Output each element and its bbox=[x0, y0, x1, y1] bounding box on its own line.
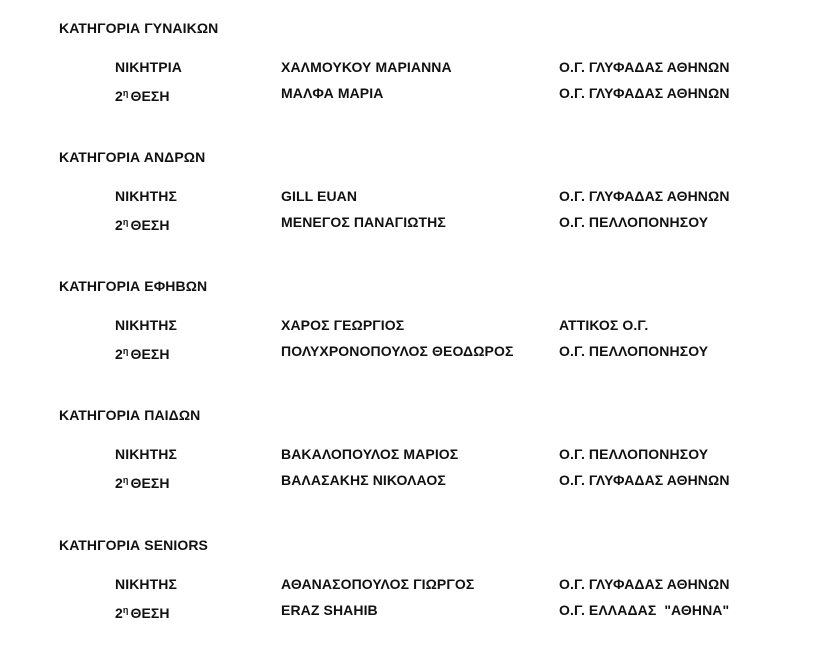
athlete-name: GILL EUAN bbox=[281, 188, 358, 204]
club-name: ΑΤΤΙΚΟΣ Ο.Γ. bbox=[559, 317, 649, 333]
position-label: ΝΙΚΗΤΗΣ bbox=[115, 188, 177, 204]
club-name: Ο.Γ. ΠΕΛΛΟΠΟΝΗΣΟΥ bbox=[559, 343, 709, 359]
athlete-name: ΧΑΛΜΟΥΚΟΥ ΜΑΡΙΑΝΝΑ bbox=[281, 59, 452, 75]
club-name: Ο.Γ. ΠΕΛΛΟΠΟΝΗΣΟΥ bbox=[559, 446, 709, 462]
athlete-name: ΜΕΝΕΓΟΣ ΠΑΝΑΓΙΩΤΗΣ bbox=[281, 214, 446, 230]
club-name: Ο.Γ. ΓΛΥΦΑΔΑΣ ΑΘΗΝΩΝ bbox=[559, 472, 730, 488]
ordinal-suffix: η bbox=[122, 88, 129, 98]
position-label bbox=[115, 84, 170, 105]
category-title: ΚΑΤΗΓΟΡΙΑ ΠΑΙΔΩΝ bbox=[59, 407, 201, 423]
position-text: ΘΕΣΗ bbox=[130, 475, 170, 491]
position-number: 2 bbox=[115, 88, 123, 104]
position-label bbox=[115, 601, 170, 622]
category-title: ΚΑΤΗΓΟΡΙΑ ΑΝΔΡΩΝ bbox=[59, 149, 206, 165]
winner-row bbox=[0, 187, 838, 205]
ordinal-suffix: η bbox=[122, 605, 129, 615]
ordinal-suffix: η bbox=[122, 217, 129, 227]
position-label: ΝΙΚΗΤΗΣ bbox=[115, 446, 177, 462]
second-place-row bbox=[0, 601, 838, 619]
position-text: ΘΕΣΗ bbox=[130, 217, 170, 233]
position-text: ΘΕΣΗ bbox=[130, 88, 170, 104]
club-name: Ο.Γ. ΓΛΥΦΑΔΑΣ ΑΘΗΝΩΝ bbox=[559, 188, 730, 204]
position-label: ΝΙΚΗΤΗΣ bbox=[115, 317, 177, 333]
ordinal-suffix: η bbox=[122, 346, 129, 356]
second-place-row bbox=[0, 213, 838, 231]
athlete-name: ΧΑΡΟΣ ΓΕΩΡΓΙΟΣ bbox=[281, 317, 405, 333]
athlete-name: ΠΟΛΥΧΡΟΝΟΠΟΥΛΟΣ ΘΕΟΔΩΡΟΣ bbox=[281, 343, 514, 359]
second-place-row bbox=[0, 471, 838, 489]
club-name: Ο.Γ. ΓΛΥΦΑΔΑΣ ΑΘΗΝΩΝ bbox=[559, 576, 730, 592]
position-number: 2 bbox=[115, 217, 123, 233]
ordinal-suffix: η bbox=[122, 475, 129, 485]
second-place-row bbox=[0, 342, 838, 360]
position-label: ΝΙΚΗΤΡΙΑ bbox=[115, 59, 182, 75]
club-name: Ο.Γ. ΠΕΛΛΟΠΟΝΗΣΟΥ bbox=[559, 214, 709, 230]
winner-row bbox=[0, 58, 838, 76]
position-label bbox=[115, 213, 170, 234]
category-title: ΚΑΤΗΓΟΡΙΑ ΓΥΝΑΙΚΩΝ bbox=[59, 20, 219, 36]
club-name: Ο.Γ. ΓΛΥΦΑΔΑΣ ΑΘΗΝΩΝ bbox=[559, 59, 730, 75]
position-label bbox=[115, 471, 170, 492]
position-label bbox=[115, 342, 170, 363]
position-number: 2 bbox=[115, 475, 123, 491]
athlete-name: ΜΑΛΦΑ ΜΑΡΙΑ bbox=[281, 85, 384, 101]
athlete-name: ΑΘΑΝΑΣΟΠΟΥΛΟΣ ΓΙΩΡΓΟΣ bbox=[281, 576, 475, 592]
position-text: ΘΕΣΗ bbox=[130, 346, 170, 362]
athlete-name: ERAZ SHAHIB bbox=[281, 602, 378, 618]
position-label: ΝΙΚΗΤΗΣ bbox=[115, 576, 177, 592]
category-title: ΚΑΤΗΓΟΡΙΑ SENIORS bbox=[59, 537, 208, 553]
winner-row bbox=[0, 445, 838, 463]
position-number: 2 bbox=[115, 605, 123, 621]
position-number: 2 bbox=[115, 346, 123, 362]
winner-row bbox=[0, 316, 838, 334]
second-place-row bbox=[0, 84, 838, 102]
position-text: ΘΕΣΗ bbox=[130, 605, 170, 621]
category-title: ΚΑΤΗΓΟΡΙΑ ΕΦΗΒΩΝ bbox=[59, 278, 208, 294]
athlete-name: ΒΑΚΑΛΟΠΟΥΛΟΣ ΜΑΡΙΟΣ bbox=[281, 446, 459, 462]
club-name: Ο.Γ. ΕΛΛΑΔΑΣ "ΑΘΗΝΑ" bbox=[559, 602, 730, 618]
winner-row bbox=[0, 575, 838, 593]
athlete-name: ΒΑΛΑΣΑΚΗΣ ΝΙΚΟΛΑΟΣ bbox=[281, 472, 446, 488]
club-name: Ο.Γ. ΓΛΥΦΑΔΑΣ ΑΘΗΝΩΝ bbox=[559, 85, 730, 101]
